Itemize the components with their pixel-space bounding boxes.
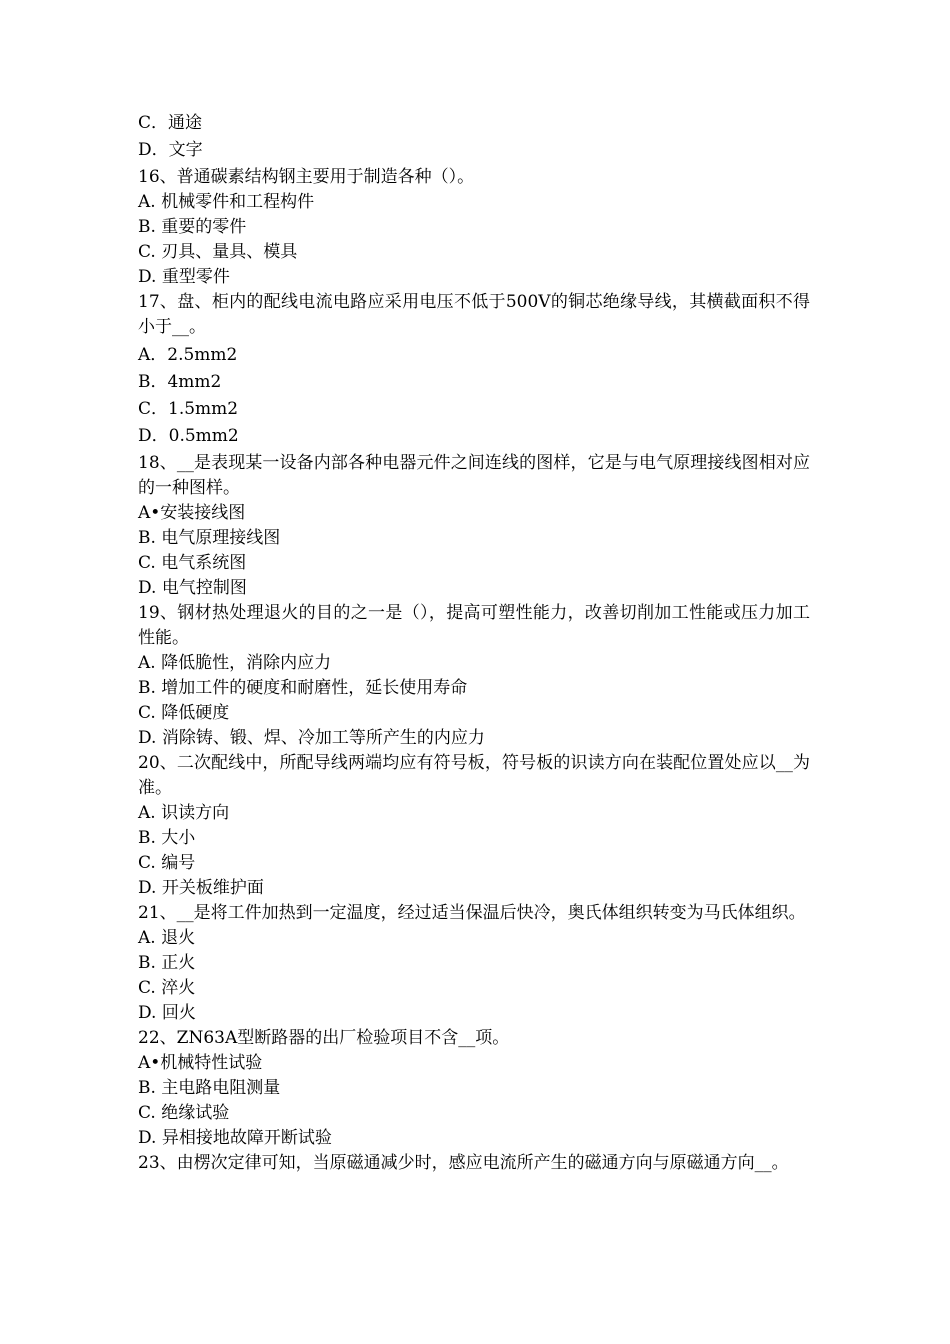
question-18-option-c: C. 电气系统图 — [138, 552, 247, 573]
question-20-stem: 20、二次配线中，所配导线两端均应有符号板，符号板的识读方向在装配位置处应以__为准。 — [138, 752, 810, 798]
question-22-option-c: C. 绝缘试验 — [138, 1102, 230, 1123]
question-21-option-d: D. 回火 — [138, 1002, 196, 1023]
question-17-stem: 17、盘、柜内的配线电流电路应采用电压不低于500V的铜芯绝缘导线，其横截面积不得小于__。 — [138, 291, 810, 337]
question-20-option-b: B. 大小 — [138, 827, 196, 848]
question-17-option-c: C．1.5mm2 — [138, 399, 239, 420]
question-22-option-b: B. 主电路电阻测量 — [138, 1077, 281, 1098]
question-18-stem: 18、__是表现某一设备内部各种电器元件之间连线的图样，它是与电气原理接线图相对应的一种图样。 — [138, 452, 810, 498]
question-20-option-d: D. 开关板维护面 — [138, 877, 264, 898]
question-21-option-b: B. 正火 — [138, 952, 196, 973]
question-22-option-a: A•机械特性试验 — [138, 1052, 263, 1073]
question-18-option-a: A•安装接线图 — [138, 502, 246, 523]
question-18-option-d: D. 电气控制图 — [138, 577, 247, 598]
question-19-stem: 19、钢材热处理退火的目的之一是（），提高可塑性能力，改善切削加工性能或压力加工性能。 — [138, 602, 810, 648]
question-19-option-d: D. 消除铸、锻、焊、冷加工等所产生的内应力 — [138, 727, 485, 748]
question-17-option-d: D．0.5mm2 — [138, 426, 239, 447]
question-19-option-b: B. 增加工件的硬度和耐磨性，延长使用寿命 — [138, 677, 468, 698]
question-20-option-a: A. 识读方向 — [138, 802, 230, 823]
question-22-option-d: D. 异相接地故障开断试验 — [138, 1127, 332, 1148]
question-16-option-a: A. 机械零件和工程构件 — [138, 191, 315, 212]
question-21-stem: 21、__是将工件加热到一定温度，经过适当保温后快冷，奥氏体组织转变为马氏体组织。 — [138, 902, 806, 923]
question-17-option-a: A．2.5mm2 — [138, 344, 238, 365]
question-16-stem: 16、普通碳素结构钢主要用于制造各种（）。 — [138, 166, 475, 187]
question-16-option-b: B. 重要的零件 — [138, 216, 247, 237]
question-23-stem: 23、由楞次定律可知，当原磁通减少时，感应电流所产生的磁通方向与原磁通方向__。 — [138, 1152, 789, 1173]
question-18-option-b: B. 电气原理接线图 — [138, 527, 281, 548]
question-19-option-a: A. 降低脆性，消除内应力 — [138, 652, 332, 673]
question-21-option-a: A. 退火 — [138, 927, 196, 948]
option-d: D．文字 — [138, 140, 203, 161]
question-17-option-b: B．4mm2 — [138, 371, 222, 392]
question-16-option-d: D. 重型零件 — [138, 266, 230, 287]
question-20-option-c: C. 编号 — [138, 852, 196, 873]
option-c: C．通途 — [138, 113, 203, 133]
question-list — [138, 110, 810, 1176]
question-19-option-c: C. 降低硬度 — [138, 702, 230, 723]
question-21-option-c: C. 淬火 — [138, 977, 196, 998]
question-16-option-c: C. 刃具、量具、模具 — [138, 241, 298, 262]
question-22-stem: 22、ZN63A型断路器的出厂检验项目不含__项。 — [138, 1027, 510, 1048]
